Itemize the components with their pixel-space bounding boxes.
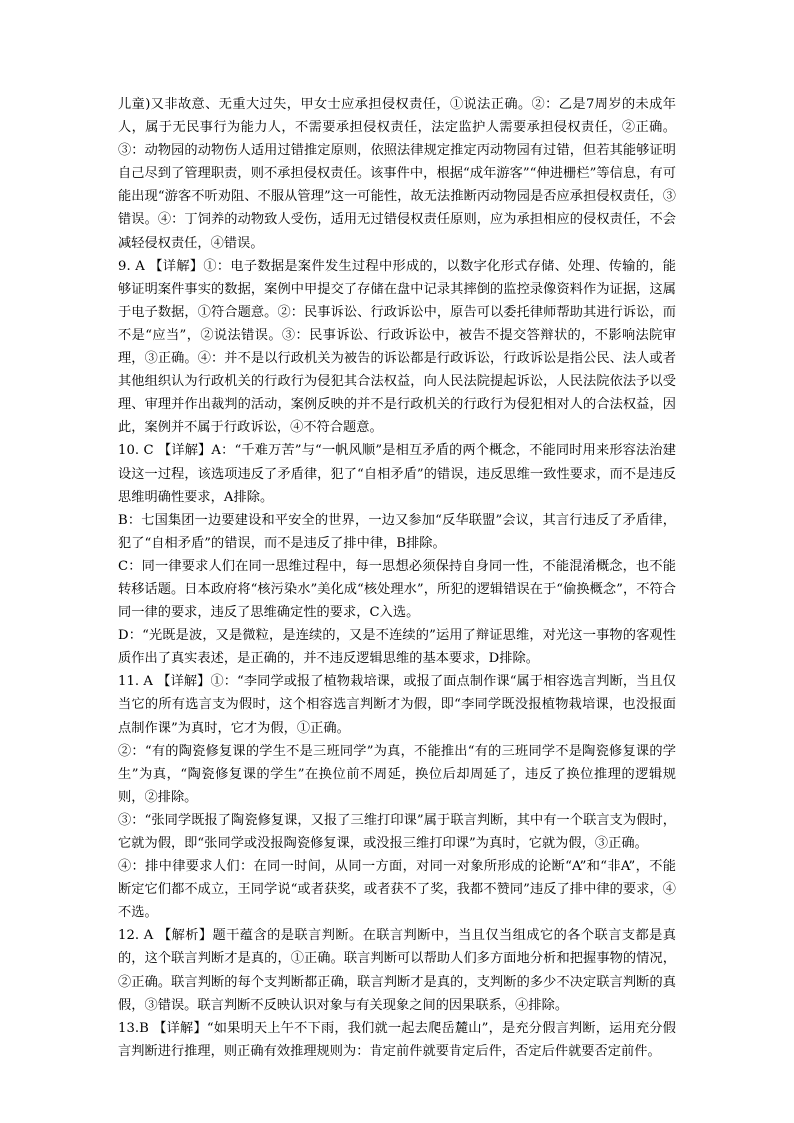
- paragraph-answer-9: 9. A 【详解】①：电子数据是案件发生过程中形成的，以数字化形式存储、处理、传输的，能够证明案件事实的数据，案例中甲提交了存储在盘中记录其摔倒的监控录像资料作为证据，这属于电子数据，①符合题意。②：民事诉讼、行政诉讼中，原告可以委托律师帮助其进行诉讼，而不是“应当”，②说法错误。③：民事诉讼、行政诉讼中，被告不提交答辩状的，不影响法院审理，③正确。④：并不是以行政机关为被告的诉讼都是行政诉讼，行政诉讼是指公民、法人或者其他组织认为行政机关的行政行为侵犯其合法权益，向人民法院提起诉讼，人民法院依法予以受理、审理并作出裁判的活动，案例反映的并不是行政机关的行政行为侵犯相对人的合法权益，因此，案例并不属于行政诉讼，④不符合题意。: [118, 258, 676, 436]
- answer-explanation-page: [118, 93, 676, 1063]
- paragraph-answer-10: 10. C 【详解】A：“千难万苦”与“一帆风顺”是相互矛盾的两个概念，不能同时用来形容法治建设这一过程，该选项违反了矛盾律，犯了“自相矛盾”的错误，违反思维一致性要求，而不是违反思维明确性要求，A排除。: [118, 443, 676, 505]
- paragraph-answer-11-item-3: ③：“张同学既报了陶瓷修复课，又报了三维打印课”属于联言判断，其中有一个联言支为假时，它就为假，即“张同学或没报陶瓷修复课，或没报三维打印课”为真时，它就为假，③正确。: [118, 812, 676, 851]
- paragraph-answer-10-option-d: D：“光既是波，又是微粒，是连续的，又是不连续的”运用了辩证思维，对光这一事物的客观性质作出了真实表述，是正确的，并不违反逻辑思维的基本要求，D排除。: [118, 628, 676, 667]
- paragraph-answer-11-item-4: ④：排中律要求人们：在同一时间，从同一方面，对同一对象所形成的论断“A”和“非A”，不能断定它们都不成立，王同学说“或者获奖，或者获不了奖，我都不赞同”违反了排中律的要求，④不选。: [118, 859, 676, 921]
- paragraph-answer-11-item-2: ②：“有的陶瓷修复课的学生不是三班同学”为真，不能推出“有的三班同学不是陶瓷修复课的学生”为真，“陶瓷修复课的学生”在换位前不周延，换位后却周延了，违反了换位推理的逻辑规则，②排除。: [118, 743, 676, 805]
- paragraph-answer-12: 12. A 【解析】题干蕴含的是联言判断。在联言判断中，当且仅当组成它的各个联言支都是真的，这个联言判断才是真的，①正确。联言判断可以帮助人们多方面地分析和把握事物的情况，②正确。联言判断的每个支判断都正确，联言判断才是真的，支判断的多少不决定联言判断的真假，③错误。联言判断不反映认识对象与有关现象之间的因果联系，④排除。: [118, 928, 676, 1013]
- paragraph-answer-11: 11. A 【详解】①：“李同学或报了植物栽培课，或报了面点制作课“属于相容选言判断，当且仅当它的所有选言支为假时，这个相容选言判断才为假，即“李同学既没报植物栽培课，也没报面点制作课”为真时，它才为假，①正确。: [118, 674, 676, 736]
- paragraph-answer-10-option-b: B：七国集团一边要建设和平安全的世界，一边又参加“反华联盟”会议，其言行违反了矛盾律，犯了“自相矛盾”的错误，而不是违反了排中律，B排除。: [118, 512, 676, 551]
- paragraph-answer-13: 13.B 【详解】“如果明天上午不下雨，我们就一起去爬岳麓山”，是充分假言判断，运用充分假言判断进行推理，则正确有效推理规则为：肯定前件就要肯定后件，否定后件就要否定前件。: [118, 1020, 676, 1059]
- paragraph-continued-8: 儿童)又非故意、无重大过失，甲女士应承担侵权责任，①说法正确。②：乙是7周岁的未成年人，属于无民事行为能力人，不需要承担侵权责任，法定监护人需要承担侵权责任，②正确。③：动物园的动物伤人适用过错推定原则，依照法律规定推定丙动物园有过错，但若其能够证明自己尽到了管理职责，则不承担侵权责任。该事件中，根据“成年游客”“伸进栅栏”等信息，有可能出现“游客不听劝阻、不服从管理”这一可能性，故无法推断丙动物园是否应承担侵权责任，③错误。④：丁饲养的动物致人受伤，适用无过错侵权责任原则，应为承担相应的侵权责任，不会减轻侵权责任，④错误。: [118, 97, 676, 251]
- paragraph-answer-10-option-c: C：同一律要求人们在同一思维过程中，每一思想必须保持自身同一性，不能混淆概念，也不能转移话题。日本政府将“核污染水”美化成“核处理水”，所犯的逻辑错误在于“偷换概念”，不符合同一律的要求，违反了思维确定性的要求，C入选。: [118, 558, 676, 621]
